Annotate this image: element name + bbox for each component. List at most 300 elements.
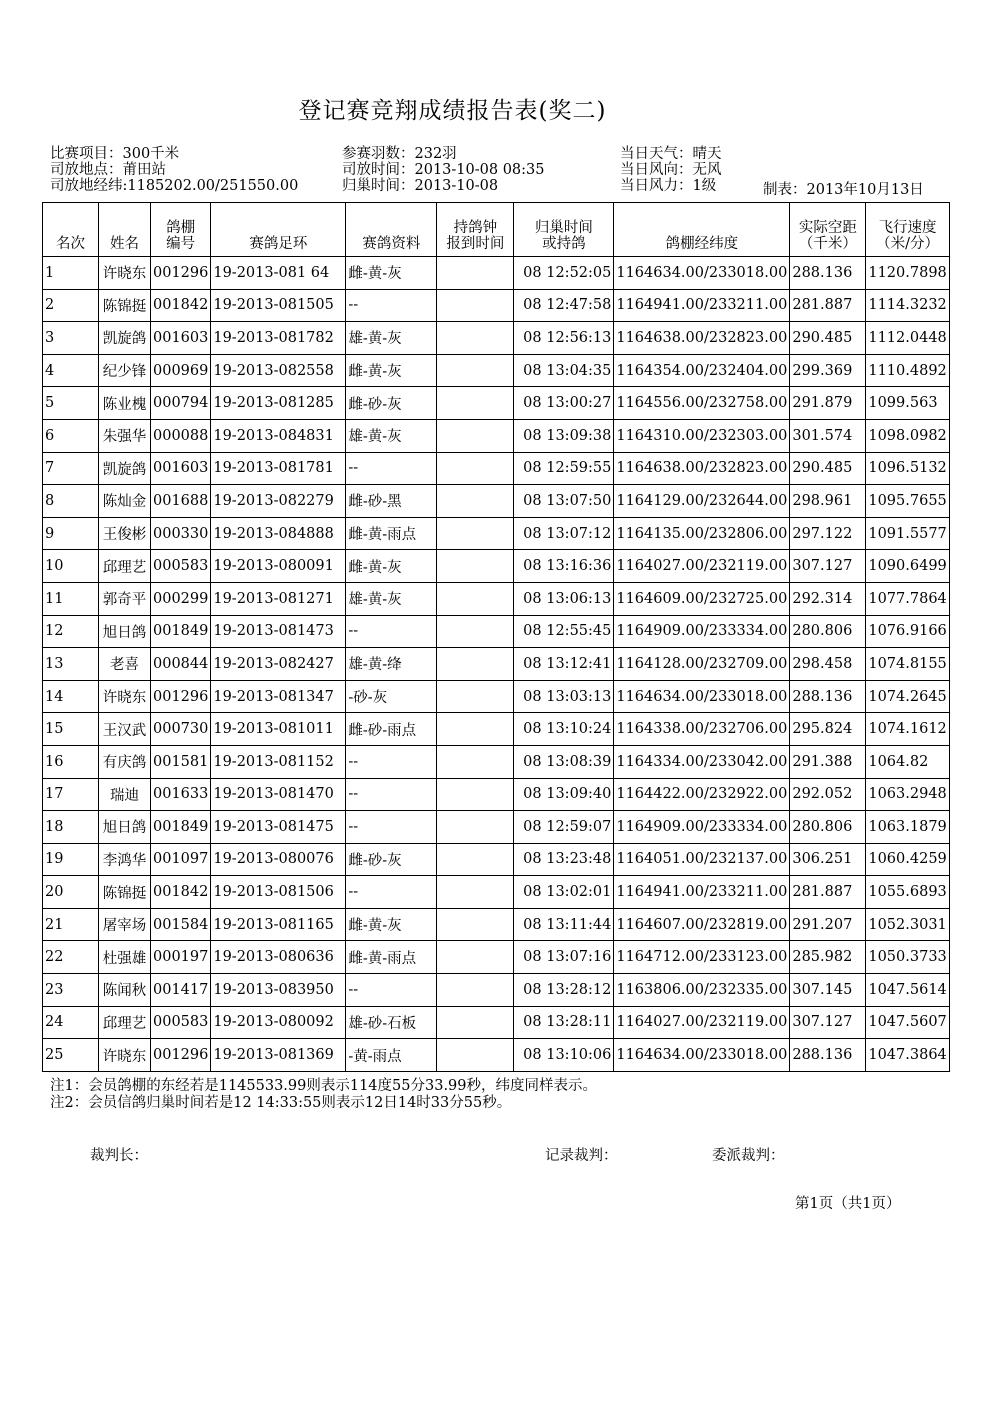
info-release-time: 司放时间：2013-10-08 08:35 bbox=[342, 162, 545, 178]
cell-ring: 19-2013-081285 bbox=[211, 387, 346, 420]
cell-bird-info: -- bbox=[346, 452, 437, 485]
table-row bbox=[43, 615, 950, 648]
cell-return-time: 08 12:59:55 bbox=[514, 452, 614, 485]
cell-return-time: 08 13:23:48 bbox=[514, 843, 614, 876]
table-row bbox=[43, 419, 950, 452]
cell-rank: 11 bbox=[43, 582, 99, 615]
cell-rank: 9 bbox=[43, 517, 99, 550]
cell-loft-id: 001296 bbox=[151, 680, 211, 713]
cell-distance: 307.127 bbox=[790, 550, 866, 583]
cell-distance: 288.136 bbox=[790, 1039, 866, 1072]
cell-speed: 1055.6893 bbox=[866, 876, 949, 909]
cell-distance: 297.122 bbox=[790, 517, 866, 550]
cell-distance: 285.982 bbox=[790, 941, 866, 974]
cell-name: 陈业槐 bbox=[99, 387, 151, 420]
cell-distance: 301.574 bbox=[790, 419, 866, 452]
cell-coordinates: 1164638.00/232823.00 bbox=[614, 452, 790, 485]
cell-rank: 17 bbox=[43, 778, 99, 811]
cell-return-time: 08 13:11:44 bbox=[514, 908, 614, 941]
cell-bird-info: -- bbox=[346, 615, 437, 648]
cell-ring: 19-2013-082279 bbox=[211, 485, 346, 518]
cell-clock-time bbox=[437, 354, 514, 387]
cell-clock-time bbox=[437, 1006, 514, 1039]
signature-recorder: 记录裁判： bbox=[545, 1148, 618, 1164]
header-speed: 飞行速度 （米/分） bbox=[866, 203, 949, 257]
cell-speed: 1060.4259 bbox=[866, 843, 949, 876]
cell-ring: 19-2013-081271 bbox=[211, 582, 346, 615]
cell-ring: 19-2013-080092 bbox=[211, 1006, 346, 1039]
cell-ring: 19-2013-080091 bbox=[211, 550, 346, 583]
table-row bbox=[43, 517, 950, 550]
cell-return-time: 08 13:28:12 bbox=[514, 974, 614, 1007]
table-row bbox=[43, 778, 950, 811]
cell-coordinates: 1164909.00/233334.00 bbox=[614, 811, 790, 844]
cell-bird-info: 雌-黄-灰 bbox=[346, 550, 437, 583]
cell-coordinates: 1164941.00/233211.00 bbox=[614, 289, 790, 322]
cell-return-time: 08 12:52:05 bbox=[514, 257, 614, 290]
cell-rank: 20 bbox=[43, 876, 99, 909]
cell-bird-info: 雌-砂-黑 bbox=[346, 485, 437, 518]
table-row bbox=[43, 582, 950, 615]
cell-ring: 19-2013-081011 bbox=[211, 713, 346, 746]
cell-coordinates: 1164634.00/233018.00 bbox=[614, 1039, 790, 1072]
header-clock-time: 持鸽钟 报到时间 bbox=[437, 203, 514, 257]
cell-coordinates: 1164310.00/232303.00 bbox=[614, 419, 790, 452]
cell-bird-info: 雄-黄-灰 bbox=[346, 322, 437, 355]
cell-rank: 12 bbox=[43, 615, 99, 648]
cell-rank: 18 bbox=[43, 811, 99, 844]
cell-bird-info: -黄-雨点 bbox=[346, 1039, 437, 1072]
cell-loft-id: 001603 bbox=[151, 452, 211, 485]
table-body bbox=[43, 257, 950, 1072]
cell-loft-id: 001842 bbox=[151, 876, 211, 909]
cell-coordinates: 1164712.00/233123.00 bbox=[614, 941, 790, 974]
cell-coordinates: 1164634.00/233018.00 bbox=[614, 257, 790, 290]
cell-name: 朱强华 bbox=[99, 419, 151, 452]
cell-bird-info: -- bbox=[346, 811, 437, 844]
table-row bbox=[43, 1039, 950, 1072]
cell-ring: 19-2013-081782 bbox=[211, 322, 346, 355]
cell-return-time: 08 13:04:35 bbox=[514, 354, 614, 387]
cell-return-time: 08 13:12:41 bbox=[514, 648, 614, 681]
cell-return-time: 08 13:00:27 bbox=[514, 387, 614, 420]
cell-coordinates: 1163806.00/232335.00 bbox=[614, 974, 790, 1007]
cell-bird-info: -砂-灰 bbox=[346, 680, 437, 713]
cell-name: 许晓东 bbox=[99, 680, 151, 713]
page-number: 第1页（共1页） bbox=[795, 1196, 901, 1212]
cell-loft-id: 000088 bbox=[151, 419, 211, 452]
cell-distance: 281.887 bbox=[790, 289, 866, 322]
cell-return-time: 08 13:28:11 bbox=[514, 1006, 614, 1039]
cell-coordinates: 1164338.00/232706.00 bbox=[614, 713, 790, 746]
cell-rank: 8 bbox=[43, 485, 99, 518]
cell-speed: 1091.5577 bbox=[866, 517, 949, 550]
cell-clock-time bbox=[437, 322, 514, 355]
cell-return-time: 08 13:09:38 bbox=[514, 419, 614, 452]
info-wind-force: 当日风力：1级 bbox=[620, 178, 717, 194]
cell-distance: 298.961 bbox=[790, 485, 866, 518]
cell-speed: 1077.7864 bbox=[866, 582, 949, 615]
note-1: 注1：会员鸽棚的东经若是1145533.99则表示114度55分33.99秒，纬度同样表示。 bbox=[50, 1078, 597, 1094]
cell-loft-id: 000794 bbox=[151, 387, 211, 420]
table-row bbox=[43, 550, 950, 583]
cell-ring: 19-2013-083950 bbox=[211, 974, 346, 1007]
cell-speed: 1076.9166 bbox=[866, 615, 949, 648]
cell-distance: 292.052 bbox=[790, 778, 866, 811]
cell-name: 旭日鸽 bbox=[99, 615, 151, 648]
cell-coordinates: 1164609.00/232725.00 bbox=[614, 582, 790, 615]
cell-distance: 281.887 bbox=[790, 876, 866, 909]
table-row bbox=[43, 387, 950, 420]
cell-coordinates: 1164607.00/232819.00 bbox=[614, 908, 790, 941]
cell-clock-time bbox=[437, 387, 514, 420]
cell-speed: 1095.7655 bbox=[866, 485, 949, 518]
cell-name: 王俊彬 bbox=[99, 517, 151, 550]
cell-rank: 7 bbox=[43, 452, 99, 485]
cell-distance: 280.806 bbox=[790, 811, 866, 844]
signature-chief: 裁判长： bbox=[90, 1148, 148, 1164]
cell-bird-info: -- bbox=[346, 974, 437, 1007]
cell-rank: 22 bbox=[43, 941, 99, 974]
cell-bird-info: 雌-黄-灰 bbox=[346, 354, 437, 387]
cell-clock-time bbox=[437, 876, 514, 909]
cell-return-time: 08 12:56:13 bbox=[514, 322, 614, 355]
cell-return-time: 08 13:10:24 bbox=[514, 713, 614, 746]
cell-name: 纪少锋 bbox=[99, 354, 151, 387]
cell-coordinates: 1164135.00/232806.00 bbox=[614, 517, 790, 550]
cell-speed: 1112.0448 bbox=[866, 322, 949, 355]
cell-clock-time bbox=[437, 1039, 514, 1072]
cell-speed: 1050.3733 bbox=[866, 941, 949, 974]
cell-clock-time bbox=[437, 680, 514, 713]
cell-loft-id: 000197 bbox=[151, 941, 211, 974]
info-wind-direction: 当日风向：无风 bbox=[620, 162, 722, 178]
cell-name: 杜强雄 bbox=[99, 941, 151, 974]
cell-coordinates: 1164027.00/232119.00 bbox=[614, 550, 790, 583]
cell-coordinates: 1164422.00/232922.00 bbox=[614, 778, 790, 811]
header-ring: 赛鸽足环 bbox=[211, 203, 346, 257]
table-row bbox=[43, 257, 950, 290]
cell-speed: 1047.3864 bbox=[866, 1039, 949, 1072]
cell-distance: 290.485 bbox=[790, 452, 866, 485]
cell-rank: 1 bbox=[43, 257, 99, 290]
info-weather: 当日天气：晴天 bbox=[620, 146, 722, 162]
notes bbox=[50, 1078, 597, 1112]
cell-clock-time bbox=[437, 908, 514, 941]
cell-name: 邱理艺 bbox=[99, 550, 151, 583]
cell-loft-id: 000583 bbox=[151, 550, 211, 583]
cell-ring: 19-2013-080636 bbox=[211, 941, 346, 974]
cell-name: 李鸿华 bbox=[99, 843, 151, 876]
cell-name: 陈灿金 bbox=[99, 485, 151, 518]
cell-speed: 1120.7898 bbox=[866, 257, 949, 290]
cell-name: 陈锦挺 bbox=[99, 289, 151, 322]
header-coordinates: 鸽棚经纬度 bbox=[614, 203, 790, 257]
cell-rank: 5 bbox=[43, 387, 99, 420]
cell-distance: 288.136 bbox=[790, 680, 866, 713]
cell-return-time: 08 12:55:45 bbox=[514, 615, 614, 648]
cell-loft-id: 001842 bbox=[151, 289, 211, 322]
cell-speed: 1052.3031 bbox=[866, 908, 949, 941]
cell-coordinates: 1164634.00/233018.00 bbox=[614, 680, 790, 713]
cell-bird-info: 雌-黄-雨点 bbox=[346, 517, 437, 550]
cell-coordinates: 1164128.00/232709.00 bbox=[614, 648, 790, 681]
cell-loft-id: 001417 bbox=[151, 974, 211, 1007]
cell-name: 瑞迪 bbox=[99, 778, 151, 811]
header-return-time: 归巢时间 或持鸽 bbox=[514, 203, 614, 257]
cell-bird-info: -- bbox=[346, 876, 437, 909]
cell-speed: 1099.563 bbox=[866, 387, 949, 420]
cell-return-time: 08 12:47:58 bbox=[514, 289, 614, 322]
cell-speed: 1047.5607 bbox=[866, 1006, 949, 1039]
cell-rank: 3 bbox=[43, 322, 99, 355]
cell-speed: 1074.2645 bbox=[866, 680, 949, 713]
info-return-time: 归巢时间：2013-10-08 bbox=[342, 178, 499, 194]
cell-ring: 19-2013-080076 bbox=[211, 843, 346, 876]
cell-clock-time bbox=[437, 289, 514, 322]
cell-bird-info: 雌-砂-灰 bbox=[346, 843, 437, 876]
cell-loft-id: 000583 bbox=[151, 1006, 211, 1039]
cell-loft-id: 001097 bbox=[151, 843, 211, 876]
cell-distance: 298.458 bbox=[790, 648, 866, 681]
cell-return-time: 08 13:10:06 bbox=[514, 1039, 614, 1072]
cell-distance: 295.824 bbox=[790, 713, 866, 746]
cell-loft-id: 001849 bbox=[151, 615, 211, 648]
cell-clock-time bbox=[437, 517, 514, 550]
cell-name: 旭日鸽 bbox=[99, 811, 151, 844]
table-row bbox=[43, 713, 950, 746]
cell-name: 许晓东 bbox=[99, 1039, 151, 1072]
cell-return-time: 08 13:08:39 bbox=[514, 745, 614, 778]
cell-ring: 19-2013-081781 bbox=[211, 452, 346, 485]
cell-return-time: 08 13:16:36 bbox=[514, 550, 614, 583]
cell-loft-id: 000969 bbox=[151, 354, 211, 387]
cell-rank: 13 bbox=[43, 648, 99, 681]
cell-speed: 1074.8155 bbox=[866, 648, 949, 681]
cell-coordinates: 1164051.00/232137.00 bbox=[614, 843, 790, 876]
cell-coordinates: 1164027.00/232119.00 bbox=[614, 1006, 790, 1039]
cell-ring: 19-2013-082427 bbox=[211, 648, 346, 681]
header-rank: 名次 bbox=[43, 203, 99, 257]
cell-bird-info: 雌-砂-灰 bbox=[346, 387, 437, 420]
cell-name: 陈闻秋 bbox=[99, 974, 151, 1007]
table-row bbox=[43, 322, 950, 355]
cell-speed: 1114.3232 bbox=[866, 289, 949, 322]
cell-distance: 291.207 bbox=[790, 908, 866, 941]
cell-coordinates: 1164354.00/232404.00 bbox=[614, 354, 790, 387]
cell-name: 凯旋鸽 bbox=[99, 322, 151, 355]
cell-rank: 14 bbox=[43, 680, 99, 713]
cell-ring: 19-2013-081 64 bbox=[211, 257, 346, 290]
cell-speed: 1063.2948 bbox=[866, 778, 949, 811]
table-row bbox=[43, 354, 950, 387]
cell-loft-id: 000330 bbox=[151, 517, 211, 550]
cell-distance: 291.388 bbox=[790, 745, 866, 778]
cell-bird-info: 雄-黄-绛 bbox=[346, 648, 437, 681]
cell-rank: 25 bbox=[43, 1039, 99, 1072]
cell-clock-time bbox=[437, 485, 514, 518]
cell-bird-info: 雌-黄-灰 bbox=[346, 257, 437, 290]
cell-speed: 1074.1612 bbox=[866, 713, 949, 746]
cell-name: 王汉武 bbox=[99, 713, 151, 746]
cell-clock-time bbox=[437, 811, 514, 844]
cell-clock-time bbox=[437, 452, 514, 485]
made-date: 制表：2013年10月13日 bbox=[763, 182, 924, 198]
cell-loft-id: 001603 bbox=[151, 322, 211, 355]
info-column-2 bbox=[342, 146, 545, 194]
cell-loft-id: 001581 bbox=[151, 745, 211, 778]
cell-ring: 19-2013-081369 bbox=[211, 1039, 346, 1072]
table-row bbox=[43, 811, 950, 844]
cell-distance: 288.136 bbox=[790, 257, 866, 290]
cell-clock-time bbox=[437, 745, 514, 778]
info-race-item: 比赛项目：300千米 bbox=[50, 146, 180, 162]
cell-rank: 19 bbox=[43, 843, 99, 876]
cell-clock-time bbox=[437, 778, 514, 811]
cell-bird-info: 雄-砂-石板 bbox=[346, 1006, 437, 1039]
table-header-row bbox=[43, 203, 950, 257]
cell-bird-info: -- bbox=[346, 289, 437, 322]
cell-rank: 2 bbox=[43, 289, 99, 322]
cell-name: 郭奇平 bbox=[99, 582, 151, 615]
cell-coordinates: 1164556.00/232758.00 bbox=[614, 387, 790, 420]
cell-ring: 19-2013-084888 bbox=[211, 517, 346, 550]
cell-clock-time bbox=[437, 648, 514, 681]
cell-bird-info: 雄-黄-灰 bbox=[346, 582, 437, 615]
cell-return-time: 08 13:07:50 bbox=[514, 485, 614, 518]
cell-ring: 19-2013-081347 bbox=[211, 680, 346, 713]
cell-ring: 19-2013-081505 bbox=[211, 289, 346, 322]
cell-ring: 19-2013-081165 bbox=[211, 908, 346, 941]
cell-clock-time bbox=[437, 257, 514, 290]
cell-loft-id: 000299 bbox=[151, 582, 211, 615]
header-loft-id: 鸽棚 编号 bbox=[151, 203, 211, 257]
cell-loft-id: 001849 bbox=[151, 811, 211, 844]
cell-clock-time bbox=[437, 941, 514, 974]
cell-coordinates: 1164334.00/233042.00 bbox=[614, 745, 790, 778]
cell-return-time: 08 13:02:01 bbox=[514, 876, 614, 909]
cell-loft-id: 000730 bbox=[151, 713, 211, 746]
cell-ring: 19-2013-084831 bbox=[211, 419, 346, 452]
cell-coordinates: 1164941.00/233211.00 bbox=[614, 876, 790, 909]
header-distance: 实际空距 （千米） bbox=[790, 203, 866, 257]
table-row bbox=[43, 876, 950, 909]
cell-bird-info: 雌-黄-灰 bbox=[346, 908, 437, 941]
cell-speed: 1110.4892 bbox=[866, 354, 949, 387]
cell-coordinates: 1164638.00/232823.00 bbox=[614, 322, 790, 355]
cell-bird-info: 雌-黄-雨点 bbox=[346, 941, 437, 974]
cell-bird-info: 雄-黄-灰 bbox=[346, 419, 437, 452]
cell-coordinates: 1164129.00/232644.00 bbox=[614, 485, 790, 518]
cell-name: 屠宰场 bbox=[99, 908, 151, 941]
cell-rank: 24 bbox=[43, 1006, 99, 1039]
info-column-3 bbox=[620, 146, 722, 194]
table-row bbox=[43, 1006, 950, 1039]
cell-clock-time bbox=[437, 615, 514, 648]
results-table bbox=[42, 202, 950, 1072]
cell-distance: 292.314 bbox=[790, 582, 866, 615]
cell-ring: 19-2013-081470 bbox=[211, 778, 346, 811]
cell-name: 有庆鸽 bbox=[99, 745, 151, 778]
table-row bbox=[43, 680, 950, 713]
note-2: 注2：会员信鸽归巢时间若是12 14:33:55则表示12日14时33分55秒。 bbox=[50, 1095, 512, 1111]
cell-ring: 19-2013-081152 bbox=[211, 745, 346, 778]
cell-ring: 19-2013-081475 bbox=[211, 811, 346, 844]
cell-clock-time bbox=[437, 974, 514, 1007]
cell-clock-time bbox=[437, 713, 514, 746]
cell-ring: 19-2013-081473 bbox=[211, 615, 346, 648]
table-row bbox=[43, 745, 950, 778]
cell-return-time: 08 13:06:13 bbox=[514, 582, 614, 615]
cell-loft-id: 001296 bbox=[151, 257, 211, 290]
table-row bbox=[43, 452, 950, 485]
cell-distance: 307.127 bbox=[790, 1006, 866, 1039]
header-name: 姓名 bbox=[99, 203, 151, 257]
cell-speed: 1090.6499 bbox=[866, 550, 949, 583]
cell-rank: 15 bbox=[43, 713, 99, 746]
cell-name: 老喜 bbox=[99, 648, 151, 681]
cell-distance: 306.251 bbox=[790, 843, 866, 876]
cell-clock-time bbox=[437, 582, 514, 615]
cell-rank: 6 bbox=[43, 419, 99, 452]
info-release-coords: 司放地经纬:1185202.00/251550.00 bbox=[50, 178, 299, 194]
cell-clock-time bbox=[437, 419, 514, 452]
cell-speed: 1064.82 bbox=[866, 745, 949, 778]
cell-return-time: 08 13:07:12 bbox=[514, 517, 614, 550]
cell-return-time: 08 13:07:16 bbox=[514, 941, 614, 974]
cell-bird-info: -- bbox=[346, 745, 437, 778]
cell-loft-id: 001633 bbox=[151, 778, 211, 811]
cell-rank: 23 bbox=[43, 974, 99, 1007]
cell-loft-id: 001584 bbox=[151, 908, 211, 941]
info-column-1 bbox=[50, 146, 298, 194]
table-row bbox=[43, 974, 950, 1007]
cell-bird-info: 雌-砂-雨点 bbox=[346, 713, 437, 746]
cell-speed: 1098.0982 bbox=[866, 419, 949, 452]
cell-loft-id: 001688 bbox=[151, 485, 211, 518]
cell-loft-id: 000844 bbox=[151, 648, 211, 681]
cell-return-time: 08 13:09:40 bbox=[514, 778, 614, 811]
cell-distance: 280.806 bbox=[790, 615, 866, 648]
info-release-place: 司放地点：莆田站 bbox=[50, 162, 166, 178]
cell-rank: 4 bbox=[43, 354, 99, 387]
page-title: 登记赛竞翔成绩报告表(奖二) bbox=[298, 98, 607, 124]
cell-distance: 290.485 bbox=[790, 322, 866, 355]
cell-clock-time bbox=[437, 843, 514, 876]
table-row bbox=[43, 485, 950, 518]
table-row bbox=[43, 289, 950, 322]
cell-name: 凯旋鸽 bbox=[99, 452, 151, 485]
header-bird-info: 赛鸽资料 bbox=[346, 203, 437, 257]
cell-speed: 1063.1879 bbox=[866, 811, 949, 844]
cell-ring: 19-2013-081506 bbox=[211, 876, 346, 909]
info-entry-count: 参赛羽数：232羽 bbox=[342, 146, 457, 162]
cell-distance: 299.369 bbox=[790, 354, 866, 387]
cell-loft-id: 001296 bbox=[151, 1039, 211, 1072]
cell-bird-info: -- bbox=[346, 778, 437, 811]
cell-clock-time bbox=[437, 550, 514, 583]
cell-name: 许晓东 bbox=[99, 257, 151, 290]
cell-speed: 1096.5132 bbox=[866, 452, 949, 485]
cell-rank: 10 bbox=[43, 550, 99, 583]
table-row bbox=[43, 941, 950, 974]
cell-ring: 19-2013-082558 bbox=[211, 354, 346, 387]
cell-return-time: 08 13:03:13 bbox=[514, 680, 614, 713]
cell-speed: 1047.5614 bbox=[866, 974, 949, 1007]
table-row bbox=[43, 908, 950, 941]
cell-return-time: 08 12:59:07 bbox=[514, 811, 614, 844]
cell-distance: 291.879 bbox=[790, 387, 866, 420]
